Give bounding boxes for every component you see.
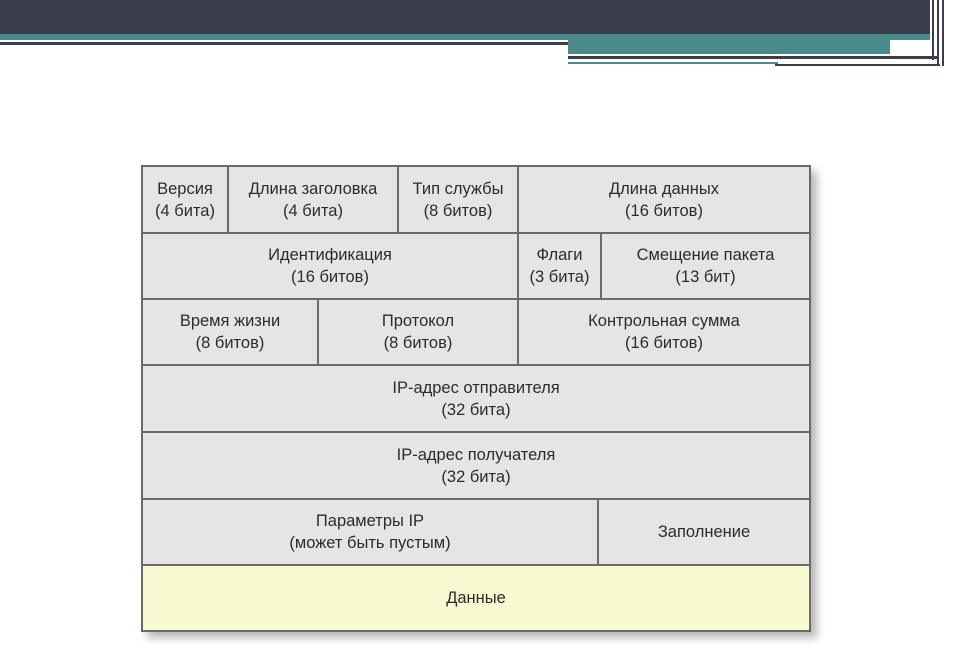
slide-header-thin-line <box>568 62 778 64</box>
ttl-field <box>143 300 319 366</box>
fragment-offset-field <box>602 234 809 300</box>
data-length-field <box>519 167 809 234</box>
slide-header-bar <box>0 0 930 34</box>
field-size: (8 битов) <box>195 334 265 352</box>
padding-field <box>599 500 809 566</box>
header-length-field <box>229 167 399 234</box>
slide-header-accent-right <box>568 40 890 54</box>
slide-header-vertical-line <box>942 0 944 66</box>
field-size: (16 битов) <box>291 268 369 286</box>
field-note: (может быть пустым) <box>289 534 451 552</box>
field-size: (8 битов) <box>383 334 453 352</box>
field-name: Данные <box>446 589 506 607</box>
field-size: (32 бита) <box>441 400 511 419</box>
slide-header-line <box>0 42 570 45</box>
flags-field <box>519 234 602 300</box>
ip-header-diagram <box>141 165 811 632</box>
field-size: (4 бита) <box>155 201 215 220</box>
identification-field <box>143 234 519 300</box>
field-name: Параметры IP <box>315 512 425 530</box>
service-type-field <box>399 167 519 234</box>
slide-header-thin-line-right <box>775 64 940 66</box>
source-ip-field <box>143 366 809 433</box>
field-name: IP-адрес получателя <box>396 445 556 464</box>
field-name: Идентификация <box>268 246 392 264</box>
field-size: (13 бит) <box>675 268 736 286</box>
field-size: (16 битов) <box>625 334 703 352</box>
field-name: Флаги <box>536 246 583 264</box>
field-name: Смещение пакета <box>636 246 775 264</box>
protocol-field <box>319 300 519 366</box>
ip-options-field <box>143 500 599 566</box>
field-name: Время жизни <box>179 312 281 330</box>
slide-header-line-right <box>568 56 938 59</box>
field-name: Тип службы <box>412 179 504 198</box>
slide-header-vertical-line <box>932 0 934 60</box>
destination-ip-field <box>143 433 809 500</box>
field-name: Заполнение <box>657 523 751 541</box>
field-size: (16 битов) <box>625 201 703 220</box>
slide-header-vertical-line <box>937 0 939 64</box>
field-size: (4 бита) <box>283 201 343 220</box>
field-size: (8 битов) <box>423 201 493 220</box>
data-field <box>143 566 809 630</box>
checksum-field <box>519 300 809 366</box>
field-name: Контрольная сумма <box>588 312 740 330</box>
field-size: (32 бита) <box>441 467 511 486</box>
version-field <box>143 167 229 234</box>
field-size: (3 бита) <box>529 268 590 286</box>
field-name: IP-адрес отправителя <box>392 378 560 397</box>
field-name: Длина заголовка <box>248 179 378 198</box>
field-name: Версия <box>157 179 213 198</box>
field-name: Протокол <box>381 312 455 330</box>
field-name: Длина данных <box>608 179 720 198</box>
